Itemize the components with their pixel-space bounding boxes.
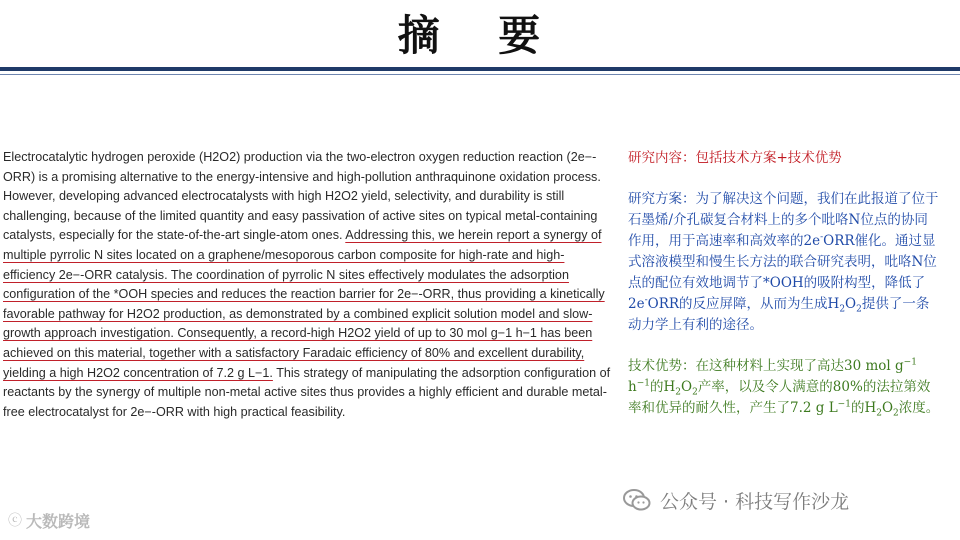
title-divider-thin [0,74,960,75]
abstract-highlighted: Addressing this, we herein report a synergy of multiple pyrrolic N sites located on a graphene/mesoporous carbon composite for high-rate and high-efficiency 2e−-ORR catalysis. The coordination of pyrrolic N sites effectively modulates the adsorption configuration of the *OOH species and reduces the reaction barrier for 2e−-ORR, thus providing a kinetically favorable pathway for H2O2 production, as demonstrated by a combined explicit solution model and slow-growth approach investigation. Consequently, a record-high H2O2 yield of up to 30 mol g−1 h−1 has been achieved on this material, together with a satisfactory Faradaic efficiency of 80% and excellent durability, yielding a high H2O2 concentration of 7.2 g L−1. [3,228,605,380]
wechat-icon [622,488,652,512]
chinese-notes [628,148,940,419]
technical-advantage: 技术优势：在这种材料上实现了高达30 mol $g^{-1}$ $h^{-1}$的$H_2O_2$产率，以及令人满意的80%的法拉第效率和优异的耐久性，产生了7.2 g $L^{-1}$的$H_2O_2$浓度。 [628,357,940,419]
research-plan: 研究方案：为了解决这个问题，我们在此报道了位于石墨烯/介孔碳复合材料上的多个吡咯N位点的协同作用，用于高速率和高效率的2e-ORR催化。通过显式溶液模型和慢生长方法的联合研究表明，吡咯N位点的配位有效地调节了*OOH的吸附构型，降低了2e-ORR的反应屏障，从而为生成$H_2O_2$提供了一条动力学上有利的途径。 [628,191,939,333]
page-title: 摘 要 [397,11,563,60]
wechat-watermark [622,486,849,514]
abstract-text [3,148,615,422]
abstract-intro: Electrocatalytic hydrogen peroxide (H2O2) production via the two-electron oxygen reduction reaction (2e−-ORR) is a promising alternative to the energy-intensive and high-pollution anthraquinone oxidation process. However, developing advanced electrocatalysts with high H2O2 yield, selectivity, and durability is still challenging, because of the limited quantity and easy passivation of active sites on typical metal-containing catalysts, especially for the state-of-the-art single-atom ones. [3,150,601,243]
brand-logo-icon: ⓒ [8,513,22,529]
brand-text: 大数跨境 [26,511,91,531]
notes-heading: 研究内容：包括技术方案+技术优势 [628,150,842,166]
brand-watermark [8,508,90,532]
wechat-account-text: 公众号 · 科技写作沙龙 [660,490,850,513]
title-divider-thick [0,67,960,71]
abstract-conclusion: This strategy of manipulating the adsorption configuration of reactants by the synergy of multiple non-metal active sites thus provides a highly efficient and durable metal-free electrocatalyst for 2e−-ORR with high practical feasibility. [3,365,611,419]
